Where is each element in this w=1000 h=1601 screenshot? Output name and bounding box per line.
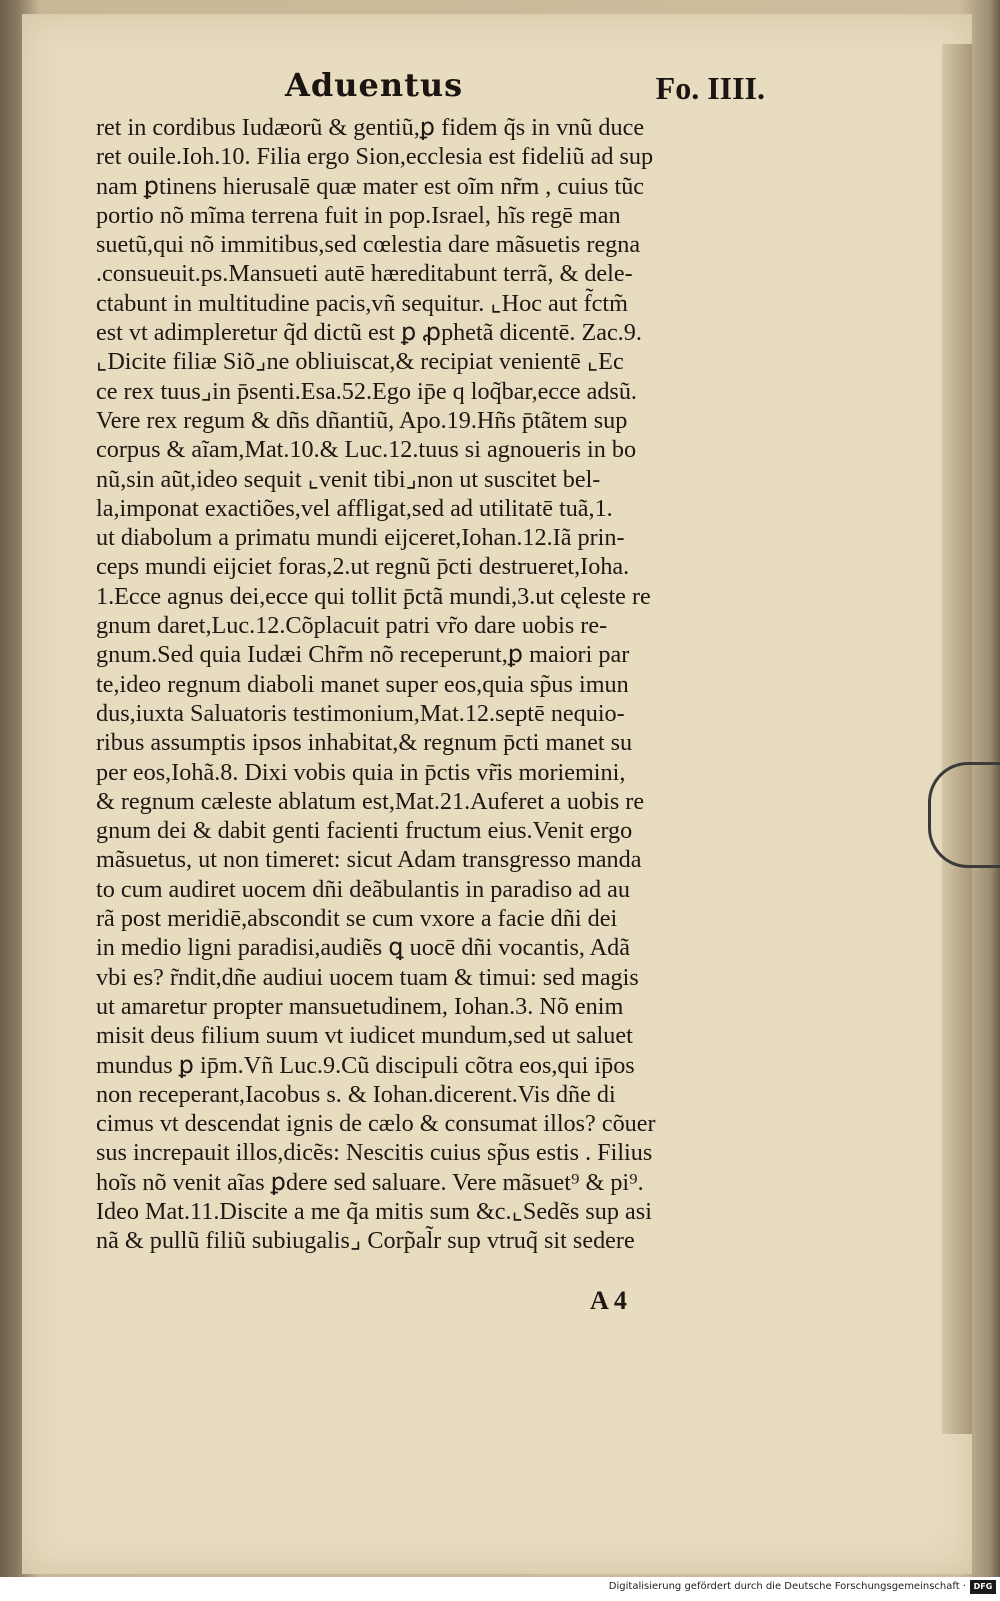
text-line: ret in cordibus Iudæorũ & gentiũ,ꝑ fidem q̃s in vnũ duce xyxy=(96,114,645,141)
text-line: suetũ,qui nõ immitibus,sed cœlestia dare mãsuetis regna xyxy=(96,231,641,259)
book-clasp xyxy=(928,762,1000,868)
signature-mark: A 4 xyxy=(590,1286,627,1315)
page-edge xyxy=(942,44,972,1434)
text-line: .consueuit.ps.Mansueti autē hæreditabunt terrã, & dele- xyxy=(96,260,633,288)
body-text xyxy=(96,113,786,1256)
text-line: misit deus filium suum vt iudicet mundum,sed ut saluet xyxy=(96,1022,633,1050)
text-line: sus increpauit illos,dicẽs: Nescitis cuius sp̃us estis . Filius xyxy=(96,1139,653,1167)
text-line: per eos,Iohã.8. Dixi vobis quia in p̄ctis vr̃is moriemini, xyxy=(96,758,626,786)
text-line: corpus & aĩam,Mat.10.& Luc.12.tuus si agnoueris in bo xyxy=(96,436,637,464)
page-header xyxy=(285,66,765,110)
text-line: ctabunt in multitudine pacis,vñ sequitur. ⌞Hoc aut f̃ctm̃ xyxy=(96,289,628,317)
text-line: non receperant,Iacobus s. & Iohan.dicerent.Vis dñe di xyxy=(96,1080,616,1108)
text-line: nũ,sin aũt,ideo sequit ⌞venit tibi⌟non ut suscitet bel- xyxy=(96,465,601,493)
text-line: cimus vt descendat ignis de cælo & consumat illos? cõuer xyxy=(96,1110,656,1138)
dfg-logo: DFG xyxy=(970,1580,996,1594)
text-line: to cum audiret uocem dñi deãbulantis in paradiso ad au xyxy=(96,875,630,903)
text-line: ret ouile.Ioh.10. Filia ergo Sion,ecclesia est fideliũ ad sup xyxy=(96,143,654,171)
text-line: ce rex tuus⌟in p̄senti.Esa.52.Ego ip̄e q loq̃bar,ecce adsũ. xyxy=(96,377,637,405)
text-line: ribus assumptis ipsos inhabitat,& regnum p̄cti manet su xyxy=(96,729,633,757)
text-line: te,ideo regnum diaboli manet super eos,quia sp̃us imun xyxy=(96,670,629,698)
running-title: Aduentus xyxy=(285,66,464,104)
text-line: 1.Ecce agnus dei,ecce qui tollit p̄ctã mundi,3.ut cęleste re xyxy=(96,582,651,610)
text-line: gnum dei & dabit genti facienti fructum eius.Venit ergo xyxy=(96,817,633,845)
text-line: mundus ꝑ ip̄m.Vñ Luc.9.Cũ discipuli cõtra eos,qui ip̄os xyxy=(96,1051,635,1079)
text-line: est vt adimpleretur q̃d dictũ est ꝑ ꝓphetã dicentē. Zac.9. xyxy=(96,319,642,347)
text-line: la,imponat exactiões,vel affligat,sed ad utilitatē tuã,1. xyxy=(96,494,613,522)
text-line: in medio ligni paradisi,audiẽs ꝗ uocē dñi vocantis, Adã xyxy=(96,934,630,962)
text-line: ceps mundi eĳciet foras,2.ut regnũ p̄cti destrueret,Ioha. xyxy=(96,553,630,581)
text-line: portio nõ mĩma terrena fuit in pop.Israel, hĩs regē man xyxy=(96,201,621,229)
text-line: vbi es? r̃ndit,dñe audiui uocem tuam & timui: sed magis xyxy=(96,963,639,991)
folio-number: Fo. IIII. xyxy=(655,70,765,106)
text-line: gnum daret,Luc.12.Cõplacuit patri vr̃o dare uobis re- xyxy=(96,612,608,640)
text-line: ⌞Dicite filiæ Siõ⌟ne obliuiscat,& recipiat venientē ⌞Ec xyxy=(96,348,624,376)
text-line: gnum.Sed quia Iudæi Chr̃m nõ receperunt,ꝑ maiori par xyxy=(96,641,630,669)
text-line: nam ꝑtinens hierusalē quæ mater est oĩm nr̃m , cuius tũc xyxy=(96,172,645,200)
text-line: dus,iuxta Saluatoris testimonium,Mat.12.septē nequio- xyxy=(96,699,625,727)
text-line: Ideo Mat.11.Discite a me q̃a mitis sum &c.⌞Sedẽs sup asi xyxy=(96,1197,652,1225)
text-line: nã & pullũ filiũ subiugalis⌟ Corp̃al̃r sup vtruq̃ sit sedere xyxy=(96,1227,635,1255)
text-line: hoĩs nõ venit aĩas ꝑdere sed saluare. Vere mãsuet⁹ & pi⁹. xyxy=(96,1168,644,1196)
text-line: ut diabolum a primatu mundi eĳceret,Iohan.12.Iã prin- xyxy=(96,524,625,552)
text-line: mãsuetus, ut non timeret: sicut Adam transgresso manda xyxy=(96,846,642,874)
footer-bar xyxy=(0,1577,1000,1601)
text-line: ut amaretur propter mansuetudinem, Iohan.3. Nõ enim xyxy=(96,992,624,1020)
text-line: rã post meridiē,abscondit se cum vxore a facie dñi dei xyxy=(96,905,618,933)
text-line: & regnum cæleste ablatum est,Mat.21.Auferet a uobis re xyxy=(96,787,645,815)
text-line: Vere rex regum & dñs dñantiũ, Apo.19.Hñs p̄tãtem sup xyxy=(96,406,628,434)
footer-credit: Digitalisierung gefördert durch die Deutsche Forschungsgemeinschaft · xyxy=(608,1581,966,1592)
